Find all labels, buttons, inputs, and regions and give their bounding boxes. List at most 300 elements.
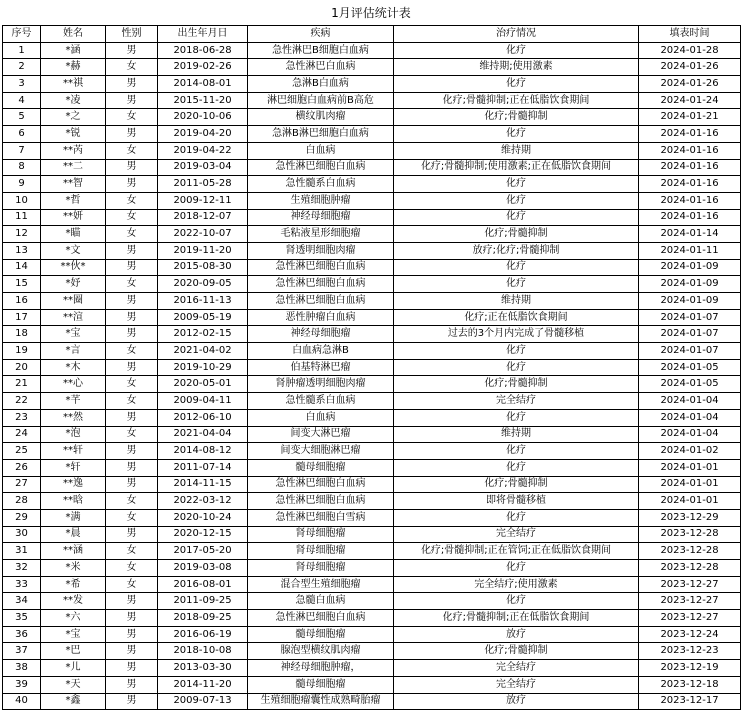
cell-name: *妤 [41, 276, 106, 293]
table-row [3, 493, 741, 510]
cell-fill-date: 2024-01-21 [639, 109, 741, 126]
cell-name: **轩 [41, 443, 106, 460]
table-row [3, 259, 741, 276]
cell-fill-date: 2024-01-05 [639, 359, 741, 376]
cell-disease: 生殖细胞瘤囊性成熟畸胎瘤 [248, 693, 394, 710]
cell-index: 14 [3, 259, 41, 276]
cell-birthdate: 2021-04-02 [158, 343, 248, 360]
table-row [3, 209, 741, 226]
cell-name: *瞄 [41, 226, 106, 243]
cell-index: 12 [3, 226, 41, 243]
cell-index: 30 [3, 526, 41, 543]
table-row [3, 176, 741, 193]
cell-treatment: 放疗;化疗;骨髓抑制 [394, 242, 639, 259]
cell-index: 13 [3, 242, 41, 259]
cell-treatment: 化疗 [394, 176, 639, 193]
cell-disease: 白血病急淋B [248, 343, 394, 360]
table-row [3, 543, 741, 560]
cell-gender: 男 [106, 526, 158, 543]
cell-birthdate: 2016-08-01 [158, 576, 248, 593]
cell-birthdate: 2009-04-11 [158, 393, 248, 410]
cell-fill-date: 2024-01-05 [639, 376, 741, 393]
cell-gender: 男 [106, 42, 158, 59]
cell-name: *宝 [41, 326, 106, 343]
cell-name: *宝 [41, 626, 106, 643]
cell-gender: 男 [106, 259, 158, 276]
cell-birthdate: 2020-10-24 [158, 509, 248, 526]
evaluation-table [2, 25, 741, 710]
cell-birthdate: 2016-06-19 [158, 626, 248, 643]
cell-disease: 生殖细胞肿瘤 [248, 192, 394, 209]
cell-gender: 女 [106, 142, 158, 159]
cell-index: 27 [3, 476, 41, 493]
cell-gender: 女 [106, 426, 158, 443]
table-row [3, 526, 741, 543]
cell-fill-date: 2023-12-28 [639, 526, 741, 543]
cell-birthdate: 2019-11-20 [158, 242, 248, 259]
cell-treatment: 化疗 [394, 560, 639, 577]
cell-birthdate: 2020-09-05 [158, 276, 248, 293]
cell-index: 25 [3, 443, 41, 460]
cell-disease: 急性淋巴白血病 [248, 59, 394, 76]
table-row [3, 476, 741, 493]
cell-name: *泡 [41, 426, 106, 443]
cell-treatment: 过去的3个月内完成了骨髓移植 [394, 326, 639, 343]
cell-fill-date: 2024-01-26 [639, 76, 741, 93]
cell-gender: 女 [106, 393, 158, 410]
cell-fill-date: 2024-01-09 [639, 276, 741, 293]
cell-gender: 男 [106, 159, 158, 176]
cell-name: *锐 [41, 126, 106, 143]
cell-fill-date: 2024-01-07 [639, 309, 741, 326]
cell-disease: 神经母细胞瘤 [248, 209, 394, 226]
cell-treatment: 化疗;骨髓抑制 [394, 643, 639, 660]
cell-index: 35 [3, 610, 41, 627]
cell-gender: 女 [106, 493, 158, 510]
cell-name: *涵 [41, 42, 106, 59]
cell-disease: 急髓白血病 [248, 593, 394, 610]
cell-name: **逸 [41, 476, 106, 493]
cell-birthdate: 2015-11-20 [158, 92, 248, 109]
cell-index: 36 [3, 626, 41, 643]
table-row [3, 676, 741, 693]
cell-disease: 急性髓系白血病 [248, 176, 394, 193]
cell-disease: 肾母细胞瘤 [248, 560, 394, 577]
cell-disease: 急性髓系白血病 [248, 393, 394, 410]
cell-birthdate: 2019-04-22 [158, 142, 248, 159]
cell-gender: 女 [106, 543, 158, 560]
cell-name: *赫 [41, 59, 106, 76]
cell-gender: 男 [106, 643, 158, 660]
cell-gender: 男 [106, 326, 158, 343]
cell-gender: 男 [106, 676, 158, 693]
cell-name: **渲 [41, 309, 106, 326]
cell-disease: 急性淋巴细胞白血病 [248, 293, 394, 310]
cell-gender: 男 [106, 610, 158, 627]
cell-disease: 白血病 [248, 409, 394, 426]
cell-disease: 急淋B白血病 [248, 76, 394, 93]
cell-birthdate: 2019-03-04 [158, 159, 248, 176]
table-row [3, 660, 741, 677]
cell-index: 39 [3, 676, 41, 693]
cell-index: 15 [3, 276, 41, 293]
cell-fill-date: 2024-01-01 [639, 459, 741, 476]
cell-disease: 急性淋巴B细胞白血病 [248, 42, 394, 59]
table-row [3, 443, 741, 460]
table-row [3, 626, 741, 643]
cell-index: 7 [3, 142, 41, 159]
cell-fill-date: 2024-01-04 [639, 393, 741, 410]
cell-birthdate: 2020-12-15 [158, 526, 248, 543]
cell-birthdate: 2014-08-01 [158, 76, 248, 93]
cell-birthdate: 2011-09-25 [158, 593, 248, 610]
cell-disease: 急性淋巴细胞白血病 [248, 276, 394, 293]
cell-index: 18 [3, 326, 41, 343]
cell-gender: 男 [106, 359, 158, 376]
cell-name: **晗 [41, 493, 106, 510]
cell-name: **祺 [41, 76, 106, 93]
cell-treatment: 完全结疗 [394, 660, 639, 677]
page-title: 1月评估统计表 [331, 6, 411, 20]
cell-index: 32 [3, 560, 41, 577]
cell-gender: 女 [106, 226, 158, 243]
cell-index: 4 [3, 92, 41, 109]
table-row [3, 393, 741, 410]
cell-name: *轩 [41, 459, 106, 476]
cell-treatment: 放疗 [394, 693, 639, 710]
cell-index: 10 [3, 192, 41, 209]
cell-birthdate: 2015-08-30 [158, 259, 248, 276]
cell-disease: 淋巴细胞白血病前B高危 [248, 92, 394, 109]
cell-index: 40 [3, 693, 41, 710]
cell-gender: 男 [106, 176, 158, 193]
cell-birthdate: 2011-05-28 [158, 176, 248, 193]
cell-disease: 急性淋巴细胞白血病 [248, 610, 394, 627]
cell-index: 24 [3, 426, 41, 443]
cell-birthdate: 2013-03-30 [158, 660, 248, 677]
cell-fill-date: 2024-01-07 [639, 343, 741, 360]
column-header-treatment: 治疗情况 [394, 26, 639, 43]
cell-birthdate: 2016-11-13 [158, 293, 248, 310]
cell-index: 3 [3, 76, 41, 93]
cell-gender: 女 [106, 343, 158, 360]
table-row [3, 159, 741, 176]
cell-fill-date: 2024-01-16 [639, 209, 741, 226]
cell-fill-date: 2024-01-04 [639, 409, 741, 426]
cell-treatment: 化疗 [394, 76, 639, 93]
cell-birthdate: 2022-03-12 [158, 493, 248, 510]
cell-disease: 恶性肿瘤白血病 [248, 309, 394, 326]
cell-name: **智 [41, 176, 106, 193]
table-row [3, 693, 741, 710]
cell-index: 2 [3, 59, 41, 76]
table-row [3, 343, 741, 360]
cell-birthdate: 2014-08-12 [158, 443, 248, 460]
cell-fill-date: 2024-01-09 [639, 293, 741, 310]
table-row [3, 576, 741, 593]
cell-name: *巴 [41, 643, 106, 660]
cell-index: 34 [3, 593, 41, 610]
cell-gender: 男 [106, 459, 158, 476]
cell-fill-date: 2024-01-07 [639, 326, 741, 343]
cell-name: *满 [41, 509, 106, 526]
cell-fill-date: 2023-12-28 [639, 543, 741, 560]
cell-index: 29 [3, 509, 41, 526]
table-row [3, 426, 741, 443]
cell-treatment: 化疗 [394, 126, 639, 143]
cell-treatment: 完全结疗 [394, 526, 639, 543]
table-row [3, 359, 741, 376]
cell-treatment: 化疗 [394, 209, 639, 226]
table-row [3, 276, 741, 293]
cell-gender: 女 [106, 276, 158, 293]
cell-disease: 髓母细胞瘤 [248, 459, 394, 476]
cell-disease: 肾母细胞瘤 [248, 543, 394, 560]
cell-disease: 肾肿瘤透明细胞肉瘤 [248, 376, 394, 393]
cell-name: **圈 [41, 293, 106, 310]
cell-name: *哲 [41, 192, 106, 209]
cell-disease: 髓母细胞瘤 [248, 676, 394, 693]
cell-name: **妍 [41, 209, 106, 226]
cell-gender: 女 [106, 376, 158, 393]
cell-gender: 女 [106, 509, 158, 526]
cell-birthdate: 2009-05-19 [158, 309, 248, 326]
cell-treatment: 维持期 [394, 293, 639, 310]
cell-birthdate: 2019-10-29 [158, 359, 248, 376]
column-header-name: 姓名 [41, 26, 106, 43]
cell-treatment: 维持期;使用激素 [394, 59, 639, 76]
cell-gender: 男 [106, 242, 158, 259]
table-row [3, 560, 741, 577]
cell-treatment: 维持期 [394, 426, 639, 443]
cell-fill-date: 2024-01-16 [639, 159, 741, 176]
column-header-birthdate: 出生年月日 [158, 26, 248, 43]
cell-fill-date: 2023-12-27 [639, 576, 741, 593]
table-row [3, 226, 741, 243]
cell-treatment: 化疗 [394, 42, 639, 59]
cell-gender: 女 [106, 109, 158, 126]
cell-treatment: 化疗 [394, 409, 639, 426]
cell-index: 26 [3, 459, 41, 476]
cell-name: **二 [41, 159, 106, 176]
cell-name: *儿 [41, 660, 106, 677]
cell-treatment: 化疗;骨髓抑制;使用激素;正在低脂饮食期间 [394, 159, 639, 176]
cell-fill-date: 2024-01-14 [639, 226, 741, 243]
cell-treatment: 化疗;骨髓抑制 [394, 109, 639, 126]
table-body [3, 42, 741, 710]
cell-treatment: 化疗;骨髓抑制 [394, 226, 639, 243]
cell-gender: 男 [106, 476, 158, 493]
table-header-row [3, 26, 741, 43]
cell-treatment: 化疗 [394, 343, 639, 360]
cell-birthdate: 2020-10-06 [158, 109, 248, 126]
cell-treatment: 化疗 [394, 359, 639, 376]
cell-fill-date: 2023-12-18 [639, 676, 741, 693]
cell-treatment: 化疗 [394, 276, 639, 293]
cell-index: 17 [3, 309, 41, 326]
cell-gender: 男 [106, 293, 158, 310]
cell-fill-date: 2023-12-27 [639, 593, 741, 610]
cell-fill-date: 2024-01-11 [639, 242, 741, 259]
cell-birthdate: 2014-11-15 [158, 476, 248, 493]
table-row [3, 92, 741, 109]
cell-birthdate: 2020-05-01 [158, 376, 248, 393]
cell-gender: 男 [106, 92, 158, 109]
table-row [3, 409, 741, 426]
cell-gender: 女 [106, 209, 158, 226]
cell-disease: 急性淋巴细胞白血病 [248, 259, 394, 276]
cell-fill-date: 2024-01-16 [639, 126, 741, 143]
cell-disease: 混合型生殖细胞瘤 [248, 576, 394, 593]
cell-name: **然 [41, 409, 106, 426]
column-header-gender: 性别 [106, 26, 158, 43]
cell-name: *天 [41, 676, 106, 693]
cell-treatment: 化疗 [394, 459, 639, 476]
cell-fill-date: 2023-12-19 [639, 660, 741, 677]
cell-disease: 肾母细胞瘤 [248, 526, 394, 543]
cell-treatment: 化疗 [394, 443, 639, 460]
cell-treatment: 完全结疗;使用激素 [394, 576, 639, 593]
cell-disease: 毛粘液星形细胞瘤 [248, 226, 394, 243]
cell-disease: 急性淋巴细胞白血病 [248, 493, 394, 510]
cell-index: 20 [3, 359, 41, 376]
cell-birthdate: 2012-06-10 [158, 409, 248, 426]
cell-fill-date: 2024-01-16 [639, 176, 741, 193]
cell-birthdate: 2018-06-28 [158, 42, 248, 59]
cell-gender: 男 [106, 309, 158, 326]
cell-disease: 间变大淋巴瘤 [248, 426, 394, 443]
cell-fill-date: 2023-12-24 [639, 626, 741, 643]
cell-disease: 急性淋巴细胞白血病 [248, 476, 394, 493]
cell-disease: 神经母细胞瘤 [248, 326, 394, 343]
cell-fill-date: 2023-12-23 [639, 643, 741, 660]
table-row [3, 76, 741, 93]
table-row [3, 293, 741, 310]
cell-index: 9 [3, 176, 41, 193]
cell-fill-date: 2023-12-17 [639, 693, 741, 710]
cell-index: 11 [3, 209, 41, 226]
cell-name: *言 [41, 343, 106, 360]
cell-gender: 男 [106, 409, 158, 426]
cell-fill-date: 2024-01-04 [639, 426, 741, 443]
cell-name: **涵 [41, 543, 106, 560]
cell-name: **芮 [41, 142, 106, 159]
cell-disease: 肾透明细胞肉瘤 [248, 242, 394, 259]
cell-treatment: 维持期 [394, 142, 639, 159]
cell-gender: 男 [106, 693, 158, 710]
cell-treatment: 化疗;骨髓抑制;正在低脂饮食期间 [394, 92, 639, 109]
table-row [3, 376, 741, 393]
cell-birthdate: 2021-04-04 [158, 426, 248, 443]
cell-treatment: 完全结疗 [394, 393, 639, 410]
cell-fill-date: 2024-01-16 [639, 192, 741, 209]
cell-treatment: 化疗 [394, 509, 639, 526]
cell-fill-date: 2024-01-28 [639, 42, 741, 59]
cell-treatment: 化疗;骨髓抑制;正在管饲;正在低脂饮食期间 [394, 543, 639, 560]
column-header-fill-date: 填表时间 [639, 26, 741, 43]
cell-birthdate: 2019-03-08 [158, 560, 248, 577]
cell-disease: 髓母细胞瘤 [248, 626, 394, 643]
cell-disease: 间变大细胞淋巴瘤 [248, 443, 394, 460]
cell-fill-date: 2024-01-09 [639, 259, 741, 276]
cell-treatment: 化疗;骨髓抑制;正在低脂饮食期间 [394, 610, 639, 627]
cell-gender: 女 [106, 576, 158, 593]
cell-gender: 男 [106, 76, 158, 93]
cell-name: *之 [41, 109, 106, 126]
cell-index: 33 [3, 576, 41, 593]
table-row [3, 59, 741, 76]
cell-gender: 女 [106, 59, 158, 76]
cell-name: *木 [41, 359, 106, 376]
cell-name: **心 [41, 376, 106, 393]
cell-treatment: 即将骨髓移植 [394, 493, 639, 510]
cell-name: *凌 [41, 92, 106, 109]
cell-gender: 女 [106, 192, 158, 209]
cell-birthdate: 2019-04-20 [158, 126, 248, 143]
cell-name: *希 [41, 576, 106, 593]
cell-fill-date: 2023-12-29 [639, 509, 741, 526]
cell-disease: 伯基特淋巴瘤 [248, 359, 394, 376]
table-row [3, 593, 741, 610]
table-row [3, 126, 741, 143]
table-row [3, 142, 741, 159]
cell-name: *文 [41, 242, 106, 259]
table-row [3, 610, 741, 627]
cell-name: *晨 [41, 526, 106, 543]
cell-name: **伙* [41, 259, 106, 276]
cell-fill-date: 2024-01-02 [639, 443, 741, 460]
cell-gender: 男 [106, 593, 158, 610]
cell-index: 5 [3, 109, 41, 126]
table-row [3, 109, 741, 126]
cell-birthdate: 2018-10-08 [158, 643, 248, 660]
cell-treatment: 完全结疗 [394, 676, 639, 693]
cell-disease: 白血病 [248, 142, 394, 159]
cell-treatment: 化疗;骨髓抑制 [394, 476, 639, 493]
table-row [3, 309, 741, 326]
cell-name: *米 [41, 560, 106, 577]
cell-disease: 横纹肌肉瘤 [248, 109, 394, 126]
column-header-disease: 疾病 [248, 26, 394, 43]
cell-treatment: 放疗 [394, 626, 639, 643]
cell-gender: 男 [106, 660, 158, 677]
cell-birthdate: 2014-11-20 [158, 676, 248, 693]
cell-treatment: 化疗 [394, 192, 639, 209]
cell-name: *鑫 [41, 693, 106, 710]
table-row [3, 326, 741, 343]
cell-index: 37 [3, 643, 41, 660]
cell-disease: 腺泡型横纹肌肉瘤 [248, 643, 394, 660]
table-row [3, 242, 741, 259]
cell-fill-date: 2024-01-24 [639, 92, 741, 109]
table-row [3, 42, 741, 59]
cell-treatment: 化疗 [394, 259, 639, 276]
table-row [3, 192, 741, 209]
cell-index: 38 [3, 660, 41, 677]
cell-gender: 男 [106, 626, 158, 643]
cell-fill-date: 2024-01-01 [639, 493, 741, 510]
cell-index: 21 [3, 376, 41, 393]
cell-gender: 男 [106, 443, 158, 460]
cell-birthdate: 2019-02-26 [158, 59, 248, 76]
cell-birthdate: 2012-02-15 [158, 326, 248, 343]
cell-fill-date: 2023-12-27 [639, 610, 741, 627]
cell-birthdate: 2018-09-25 [158, 610, 248, 627]
cell-index: 23 [3, 409, 41, 426]
cell-birthdate: 2022-10-07 [158, 226, 248, 243]
cell-name: *六 [41, 610, 106, 627]
cell-fill-date: 2023-12-28 [639, 560, 741, 577]
